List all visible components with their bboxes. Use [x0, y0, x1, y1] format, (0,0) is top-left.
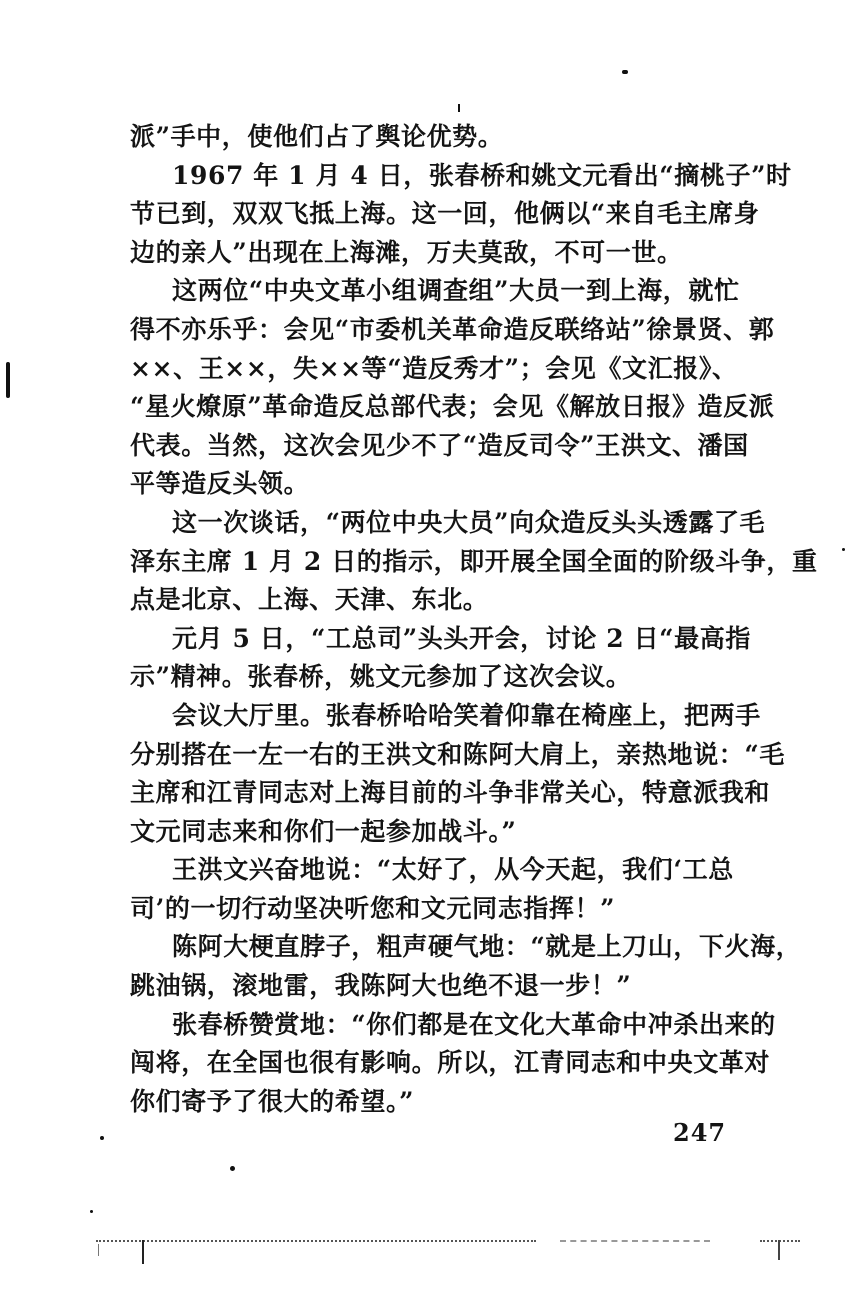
text-line: 陈阿大梗直脖子，粗声硬气地：“就是上刀山，下火海，: [172, 932, 802, 962]
scan-speck: [90, 1210, 93, 1213]
text-line: 你们寄予了很大的希望。”: [130, 1086, 415, 1116]
text-line: 边的亲人”出现在上海滩，万夫莫敌，不可一世。: [130, 237, 683, 267]
body-text: [130, 118, 818, 1121]
scan-edge-mark: [142, 1240, 144, 1264]
text-line: 泽东主席 1 月 2 日的指示，即开展全国全面的阶级斗争，重: [130, 546, 818, 576]
scan-edge-mark: [98, 1244, 99, 1256]
scan-bottom-rule: [560, 1240, 710, 1242]
text-line: 王洪文兴奋地说：“太好了，从今天起，我们‘工总: [172, 855, 734, 885]
text-line: 节已到，双双飞抵上海。这一回，他俩以“来自毛主席身: [130, 199, 760, 229]
text-line: 主席和江青同志对上海目前的斗争非常关心，特意派我和: [130, 778, 771, 808]
text-line: 元月 5 日，“工总司”头头开会，讨论 2 日“最高指: [172, 623, 751, 653]
scan-speck: [458, 104, 460, 112]
scan-speck: [842, 548, 845, 551]
text-line: 张春桥赞赏地：“你们都是在文化大革命中冲杀出来的: [172, 1009, 776, 1039]
text-line: 文元同志来和你们一起参加战斗。”: [130, 816, 517, 846]
text-line: 1967 年 1 月 4 日，张春桥和姚文元看出“摘桃子”时: [172, 160, 792, 190]
text-line: “星火燎原”革命造反总部代表；会见《解放日报》造反派: [130, 392, 775, 422]
text-line: 点是北京、上海、天津、东北。: [130, 585, 489, 615]
scan-bottom-rule: [760, 1240, 800, 1242]
text-line: 闯将，在全国也很有影响。所以，江青同志和中央文革对: [130, 1048, 771, 1078]
text-line: 这两位“中央文革小组调查组”大员一到上海，就忙: [172, 276, 740, 306]
scan-speck: [622, 70, 628, 74]
text-line: ××、王××，失××等“造反秀才”；会见《文汇报》、: [130, 353, 738, 383]
text-line: 这一次谈话，“两位中央大员”向众造反头头透露了毛: [172, 507, 766, 537]
page-number: 247: [673, 1118, 727, 1147]
text-line: 跳油锅，滚地雷，我陈阿大也绝不退一步！”: [130, 971, 632, 1001]
scan-edge-mark: [778, 1240, 780, 1260]
scan-bottom-rule: [96, 1240, 536, 1242]
scan-speck: [100, 1136, 104, 1140]
scan-edge-mark: [6, 362, 10, 398]
text-line: 分别搭在一左一右的王洪文和陈阿大肩上，亲热地说：“毛: [130, 739, 785, 769]
scan-speck: [230, 1166, 235, 1171]
text-line: 平等造反头领。: [130, 469, 310, 499]
text-line: 派”手中，使他们占了舆论优势。: [130, 122, 504, 151]
text-line: 示”精神。张春桥，姚文元参加了这次会议。: [130, 662, 632, 692]
text-line: 司’的一切行动坚决听您和文元同志指挥！”: [130, 893, 616, 923]
text-line: 得不亦乐乎：会见“市委机关革命造反联络站”徐景贤、郭: [130, 314, 775, 344]
text-line: 会议大厅里。张春桥哈哈笑着仰靠在椅座上，把两手: [172, 700, 761, 730]
text-line: 代表。当然，这次会见少不了“造反司令”王洪文、潘国: [130, 430, 749, 460]
